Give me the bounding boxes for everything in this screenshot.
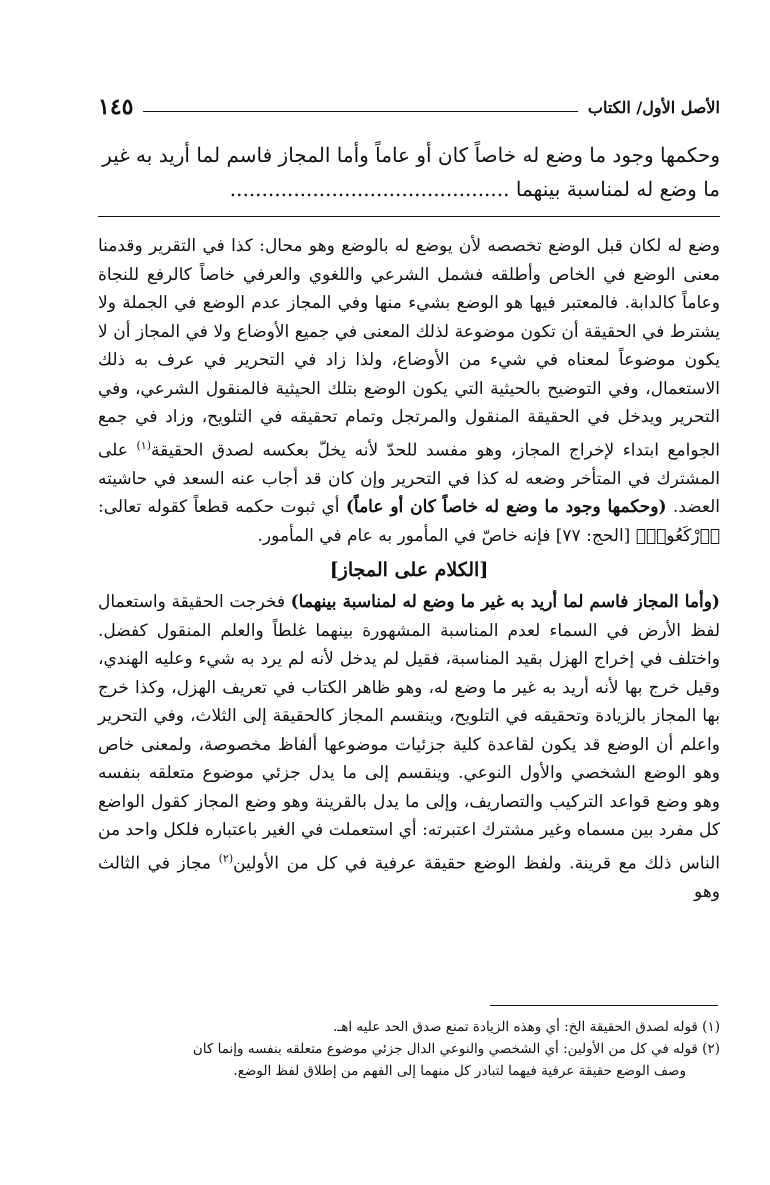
commentary-text-run: مجاز في الثالث وهو bbox=[98, 853, 720, 902]
running-title: الأصل الأول/ الكتاب bbox=[587, 97, 720, 117]
matn-quote: (وأما المجاز فاسم لما أريد به غير ما وضع له لمناسبة بينهما) bbox=[290, 592, 720, 613]
footnote-marker-2[interactable]: (٢) bbox=[218, 851, 234, 865]
page-number: ١٤٥ bbox=[98, 94, 134, 120]
footnotes bbox=[98, 1016, 720, 1082]
commentary-text-run: أي ثبوت حكمه قطعاً كقوله تعالى: ﴿ٱرْكَعُوا۟﴾ [الحج: ٧٧] فإنه خاصّ في المأمور به عام في المأمور. bbox=[98, 497, 720, 546]
footnote-rule bbox=[490, 1005, 718, 1006]
matn-line bbox=[98, 172, 720, 206]
commentary-text bbox=[98, 232, 720, 906]
commentary-text-run: وضع له لكان قبل الوضع تخصصه لأن يوضع له بالوضع وهو محال: كذا في التقرير وقدمنا معنى الوضع في الخاص وأطلقه فشمل الشرعي واللغوي والعرفي خاصاً كالرفع للنجاة وعاماً كالدابة. فالمعتبر فيها هو الوضع بشيء منها وفي المجاز عدم الوضع في الجملة ولا يشترط في الحقيقة أن تكون موضوعة لذلك المعنى في جميع الأوضاع ولا في المجاز أن لا يكون موضوعاً لمعناه في شيء من الأوضاع، ولذا زاد في التحرير في عرف به ذلك الاستعمال، وفي التوضيح بالحيثية التي يكون الوضع بتلك الحيثية فالمنقول الشرعي، وفي التحرير ويدخل في الحقيقة المنقول والمرتجل وتمام تحقيقه في التلويح، وزاد في جمع الجوامع ابتداء لإخراج المجاز، وهو مفسد للحدّ لأنه يخلّ بعكسه لصدق الحقيقة bbox=[98, 236, 720, 461]
matn-dots: ............................................ bbox=[229, 177, 510, 201]
commentary-text-run: فخرجت الحقيقة واستعمال لفظ الأرض في السماء لعدم المناسبة المشهورة بينهما غلطاً والعلم المنقول كفضل. واختلف في إخراج الهزل بقيد المناسبة، فقيل لم يدخل لأنه لم يرد به شيء وعليه الهندي، وقيل خرج بها لأنه أريد به غير ما وضع له، وهو ظاهر الكتاب في تعريف الهزل، وكذا خرج بها المجاز بالزيادة وتحقيقه في التلويح، وينقسم المجاز كالحقيقة إلى الثلاث، وفي التحرير واعلم أن الوضع قد يكون لقاعدة كلية جزئيات موضوعها ألفاظ مخصوصة، ولمعنى خاص وهو الوضع الشخصي والأول النوعي. وينقسم إلى ما يدل جزئي موضوع متعلقه بنفسه وهو وضع قواعد التركيب والتصاريف، وإلى ما يدل بالقرينة وهو وضع المجاز كقول الواضع كل مفرد بين مسماه وغير مشترك اعتبرته: أي استعملت في الغير باعتباره فلكل واحد من الناس ذلك مع قرينة. ولفظ الوضع حقيقة عرفية في كل من الأولين bbox=[98, 592, 721, 874]
matn-quote: (وحكمها وجود ما وضع له خاصاً كان أو عاماً) bbox=[345, 497, 667, 518]
section-heading: [الكلام على المجاز] bbox=[329, 559, 489, 582]
commentary-text-run: على المشترك في المتأخر وضعه له كذا في التحرير وإن كان قد أجاب عنه السعد في حاشيته العضد. bbox=[98, 440, 720, 518]
matn-line-text: ما وضع له لمناسبة بينهما bbox=[515, 177, 720, 201]
footnote-marker-1[interactable]: (١) bbox=[136, 438, 151, 452]
matn-line: وحكمها وجود ما وضع له خاصاً كان أو عاماً وأما المجاز فاسم لما أريد به غير bbox=[102, 143, 720, 167]
commentary-paragraph bbox=[98, 232, 720, 550]
footnote-1: (١) قوله لصدق الحقيقة الخ: أي وهذه الزيادة تمنع صدق الحد عليه اهـ. bbox=[333, 1019, 720, 1035]
commentary-paragraph bbox=[98, 588, 720, 906]
matn-text bbox=[98, 138, 720, 206]
header-rule bbox=[143, 111, 577, 112]
footnote-2-continuation: وصف الوضع حقيقة عرفية فيهما لتبادر كل منهما إلى الفهم من إطلاق لفظ الوضع. bbox=[233, 1063, 686, 1079]
page-header bbox=[98, 92, 720, 122]
footnote-2: (٢) قوله في كل من الأولين: أي الشخصي والنوعي الدال جزئي موضوع متعلقه بنفسه وإنما كان bbox=[192, 1041, 720, 1057]
separator-rule bbox=[98, 216, 720, 217]
